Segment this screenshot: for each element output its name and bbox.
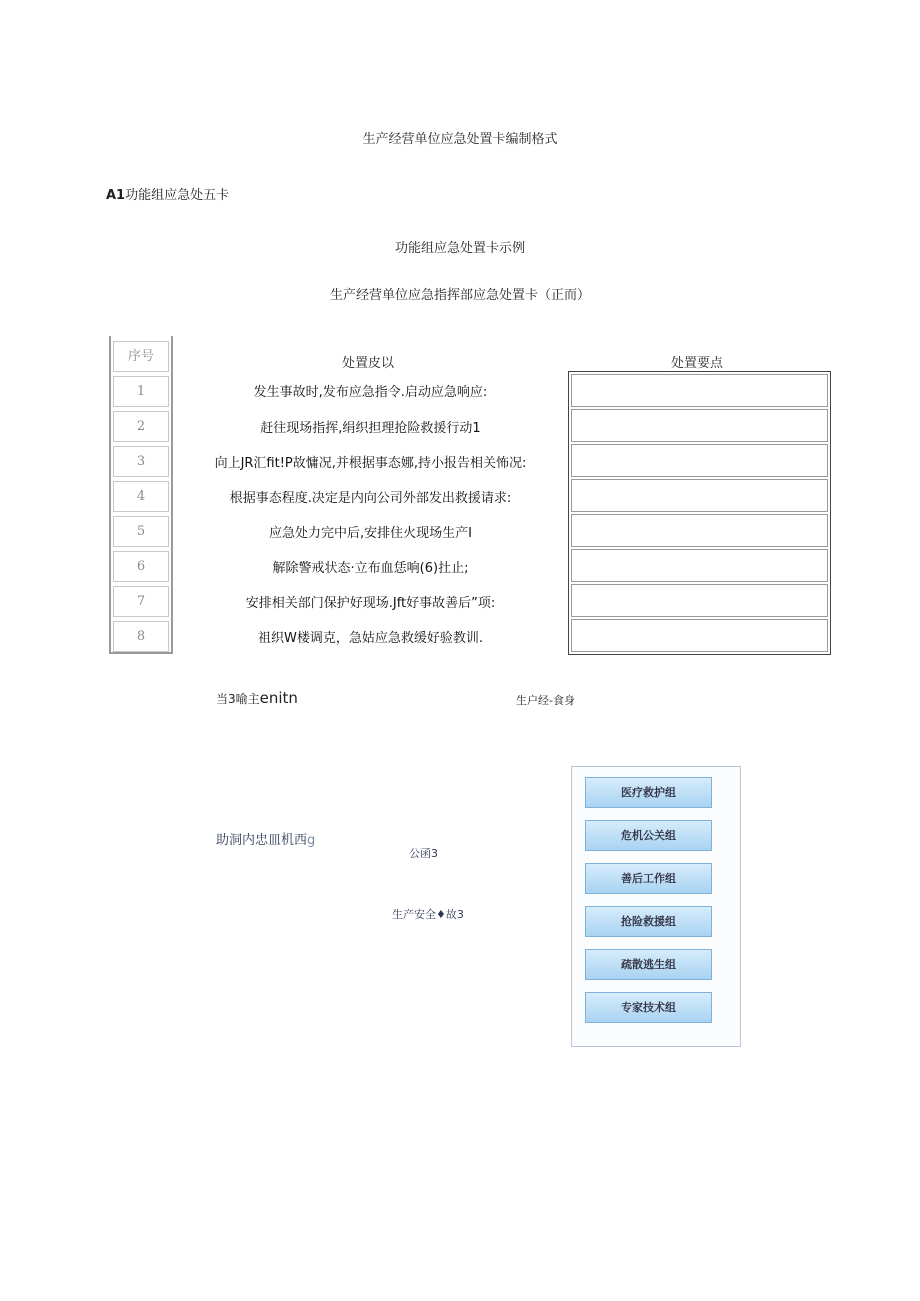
points-cell bbox=[571, 514, 828, 547]
points-column bbox=[568, 371, 831, 655]
diagram-label-left-b: g bbox=[307, 833, 316, 848]
signature-right: 生户经-食身 bbox=[516, 694, 575, 707]
number-cell: 1 bbox=[113, 376, 169, 407]
signature-left-a: 当3喻主 bbox=[216, 692, 260, 706]
measure-row: 应急处力完中后,安排住火现场生产I bbox=[269, 526, 472, 541]
measure-row: 祖织W楼调克，急姑应急救缓好验教训. bbox=[258, 631, 483, 646]
points-header: 处置要点 bbox=[671, 356, 724, 371]
section-label: A1 bbox=[106, 188, 126, 203]
points-cell bbox=[571, 444, 828, 477]
signature-left bbox=[216, 689, 298, 707]
measure-row: 赶往现场指挥,绢织担理抢险救援行动1 bbox=[260, 421, 481, 436]
document-title: 生产经营单位应急处置卡编制格式 bbox=[362, 132, 558, 147]
number-cell: 2 bbox=[113, 411, 169, 442]
group-box-pr: 危机公关组 bbox=[585, 820, 712, 851]
number-column bbox=[109, 336, 173, 654]
number-cell: 5 bbox=[113, 516, 169, 547]
diagram-label-left-a: 助洞内忠皿机西 bbox=[216, 833, 308, 848]
diagram-label-mid: 公函3 bbox=[409, 847, 438, 860]
measure-row: 发生事故时,发布应急指令.启动应急响应: bbox=[253, 385, 488, 400]
measure-row: 向上JR汇fit!P故慵况,并根据事态娜,持小报告相关怖况: bbox=[214, 456, 527, 471]
points-cell bbox=[571, 409, 828, 442]
points-cell bbox=[571, 479, 828, 512]
points-cell bbox=[571, 584, 828, 617]
group-box-aftermath: 善后工作组 bbox=[585, 863, 712, 894]
diagram-label-bottom: 生产安全♦故3 bbox=[392, 908, 464, 921]
points-cell bbox=[571, 619, 828, 652]
number-cell: 3 bbox=[113, 446, 169, 477]
card-subcaption: 生产经营单位应急指挥部应急处置卡（正而） bbox=[329, 288, 590, 303]
group-box-rescue: 抢险救援组 bbox=[585, 906, 712, 937]
number-cell: 4 bbox=[113, 481, 169, 512]
section-heading bbox=[106, 184, 229, 203]
points-cell bbox=[571, 549, 828, 582]
measure-row: 根据事态程度.决定是内向公司外部发出救援请求: bbox=[229, 491, 512, 506]
group-box-expert: 专家技术组 bbox=[585, 992, 712, 1023]
measure-row: 安排相关部门保护好现场.Jft好事故善后”项: bbox=[245, 596, 496, 611]
diagram-label-left bbox=[216, 829, 315, 848]
group-box-medical: 医疗救护组 bbox=[585, 777, 712, 808]
group-box-evacuation: 疏散逃生组 bbox=[585, 949, 712, 980]
number-header-cell: 序号 bbox=[113, 341, 169, 372]
number-cell: 7 bbox=[113, 586, 169, 617]
number-cell: 6 bbox=[113, 551, 169, 582]
measure-header: 处置皮以 bbox=[342, 356, 395, 371]
number-cell: 8 bbox=[113, 621, 169, 652]
card-caption: 功能组应急处置卡示例 bbox=[394, 241, 525, 256]
group-panel bbox=[571, 766, 741, 1047]
points-cell bbox=[571, 374, 828, 407]
measure-row: 解除警戒状态·立布血恁响(6)扗止; bbox=[272, 561, 469, 576]
signature-left-b: enitn bbox=[259, 689, 298, 707]
section-text: 功能组应急处五卡 bbox=[125, 188, 230, 203]
